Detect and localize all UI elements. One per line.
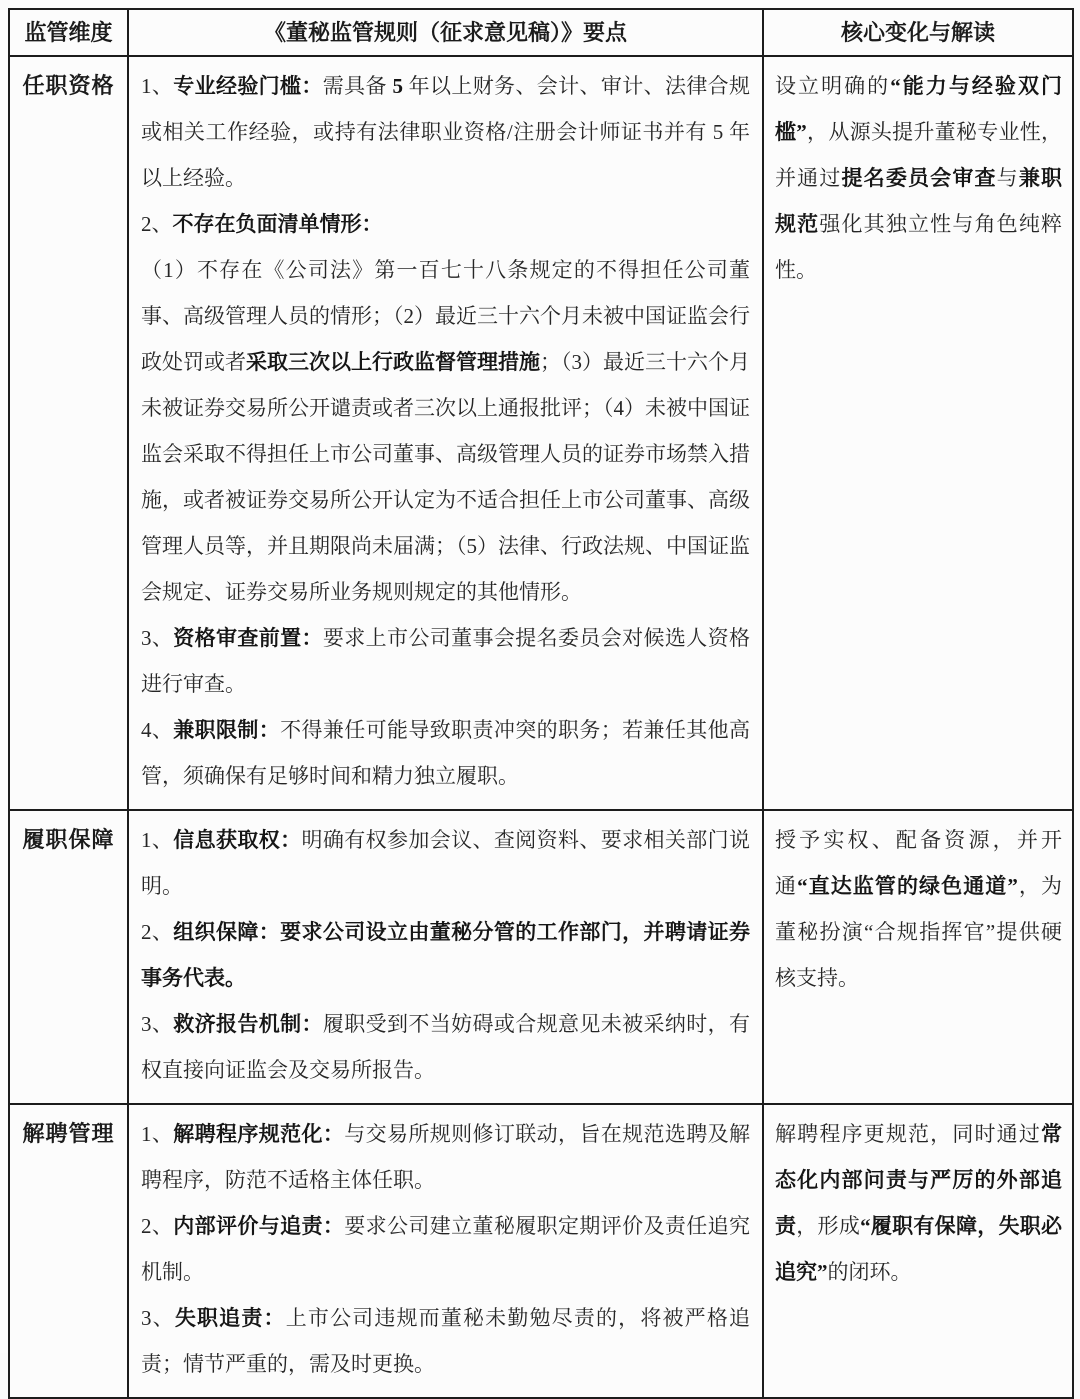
body-text: 的闭环。 xyxy=(827,1260,912,1284)
emphasized-text: “直达监管的绿色通道” xyxy=(797,874,1018,898)
body-text: 1、 xyxy=(141,828,174,852)
body-text: 3、 xyxy=(141,1012,174,1036)
paragraph xyxy=(141,909,750,1001)
body-text: 不得兼任可能导致职责冲突的职务；若兼任其他高管，须确保有足够时间和精力独立履职。 xyxy=(141,718,750,788)
paragraph xyxy=(141,1001,750,1093)
header-dimension: 监管维度 xyxy=(9,9,128,56)
body-text: 4、 xyxy=(141,718,174,742)
emphasized-text: 常态化内部问责与严厉的外部追责 xyxy=(775,1122,1062,1238)
paragraph xyxy=(141,817,750,909)
table-row xyxy=(9,810,1073,1104)
interpretation-cell xyxy=(763,56,1073,810)
emphasized-text: 救济报告机制： xyxy=(173,1012,323,1036)
emphasized-text: 失职追责： xyxy=(174,1306,286,1330)
points-cell xyxy=(128,810,763,1104)
body-text: ，为董秘扮演“合规指挥官”提供硬核支持。 xyxy=(775,874,1063,990)
body-text: 1、 xyxy=(141,74,174,98)
paragraph xyxy=(141,63,750,201)
emphasized-text: “能力与经验双门槛” xyxy=(775,74,1063,144)
body-text: （1）不存在《公司法》第一百七十八条规定的不得担任公司董事、高级管理人员的情形；（2）最近三十六个月未被中国证监会行政处罚或者 xyxy=(141,258,750,374)
emphasized-text: 内部评价与追责： xyxy=(173,1214,345,1238)
dimension-cell: 解聘管理 xyxy=(9,1104,128,1398)
interpretation-cell xyxy=(763,810,1073,1104)
emphasized-text: 专业经验门槛： xyxy=(173,74,323,98)
dimension-cell: 任职资格 xyxy=(9,56,128,810)
emphasized-text: 组织保障：要求公司设立由董秘分管的工作部门，并聘请证券事务代表。 xyxy=(141,920,750,990)
body-text: 要求公司建立董秘履职定期评价及责任追究机制。 xyxy=(141,1214,750,1284)
body-text: 与 xyxy=(996,166,1019,190)
body-text: 1、 xyxy=(141,1122,174,1146)
regulation-table xyxy=(8,8,1074,1399)
body-text: 2、 xyxy=(141,212,173,236)
emphasized-text: 资格审查前置： xyxy=(173,626,323,650)
body-text: 要求上市公司董事会提名委员会对候选人资格进行审查。 xyxy=(141,626,750,696)
body-text: 3、 xyxy=(141,1306,175,1330)
body-text: 2、 xyxy=(141,920,174,944)
body-text: 授予实权、配备资源，并开通 xyxy=(775,828,1062,898)
paragraph xyxy=(141,1111,750,1203)
paragraph xyxy=(141,707,750,799)
body-text: 设立明确的 xyxy=(775,74,891,98)
paragraph xyxy=(141,1295,750,1387)
body-text: 需具备 xyxy=(322,74,393,98)
emphasized-text: “履职有保障，失职必追究” xyxy=(775,1214,1063,1284)
paragraph xyxy=(141,201,750,247)
body-text: 明确有权参加会议、查阅资料、要求相关部门说明。 xyxy=(141,828,750,898)
body-text: 2、 xyxy=(141,1214,174,1238)
body-text: 年以上财务、会计、审计、法律合规或相关工作经验，或持有法律职业资格/注册会计师证书并有 5 年以上经验。 xyxy=(141,74,751,190)
table-row xyxy=(9,56,1073,810)
emphasized-text: 兼职规范 xyxy=(775,166,1063,236)
paragraph xyxy=(775,63,1062,293)
body-text: 解聘程序更规范，同时通过 xyxy=(775,1122,1041,1146)
body-text: 3、 xyxy=(141,626,174,650)
interpretation-cell xyxy=(763,1104,1073,1398)
paragraph xyxy=(141,615,750,707)
body-text: 与交易所规则修订联动，旨在规范选聘及解聘程序，防范不适格主体任职。 xyxy=(141,1122,750,1192)
paragraph xyxy=(775,1111,1062,1295)
body-text: 上市公司违规而董秘未勤勉尽责的，将被严格追责；情节严重的，需及时更换。 xyxy=(141,1306,751,1376)
table-body xyxy=(9,56,1073,1398)
paragraph xyxy=(775,817,1062,1001)
header-interpretation: 核心变化与解读 xyxy=(763,9,1073,56)
body-text: ，形成 xyxy=(796,1214,861,1238)
header-points: 《董秘监管规则（征求意见稿）》要点 xyxy=(128,9,763,56)
emphasized-text: 采取三次以上行政监督管理措施 xyxy=(246,350,540,374)
emphasized-text: 解聘程序规范化： xyxy=(173,1122,345,1146)
points-cell xyxy=(128,1104,763,1398)
emphasized-text: 不存在负面清单情形： xyxy=(172,212,383,236)
header-row xyxy=(9,9,1073,56)
paragraph xyxy=(141,247,750,615)
table-row xyxy=(9,1104,1073,1398)
body-text: ；（3）最近三十六个月未被证券交易所公开谴责或者三次以上通报批评；（4）未被中国证监会采取不得担任上市公司董事、高级管理人员的证券市场禁入措施，或者被证券交易所公开认定为不适合担任上市公司董事、高级管理人员等，并且期限尚未届满；（5）法律、行政法规、中国证监会规定、证券交易所业务规则规定的其他情形。 xyxy=(141,350,750,604)
emphasized-text: 兼职限制： xyxy=(173,718,281,742)
emphasized-text: 5 xyxy=(392,74,409,98)
body-text: 强化其独立性与角色纯粹性。 xyxy=(775,212,1063,282)
emphasized-text: 信息获取权： xyxy=(173,828,302,852)
body-text: 履职受到不当妨碍或合规意见未被采纳时，有权直接向证监会及交易所报告。 xyxy=(141,1012,750,1082)
points-cell xyxy=(128,56,763,810)
dimension-cell: 履职保障 xyxy=(9,810,128,1104)
emphasized-text: 提名委员会审查 xyxy=(841,166,997,190)
body-text: ，从源头提升董秘专业性，并通过 xyxy=(775,120,1063,190)
paragraph xyxy=(141,1203,750,1295)
